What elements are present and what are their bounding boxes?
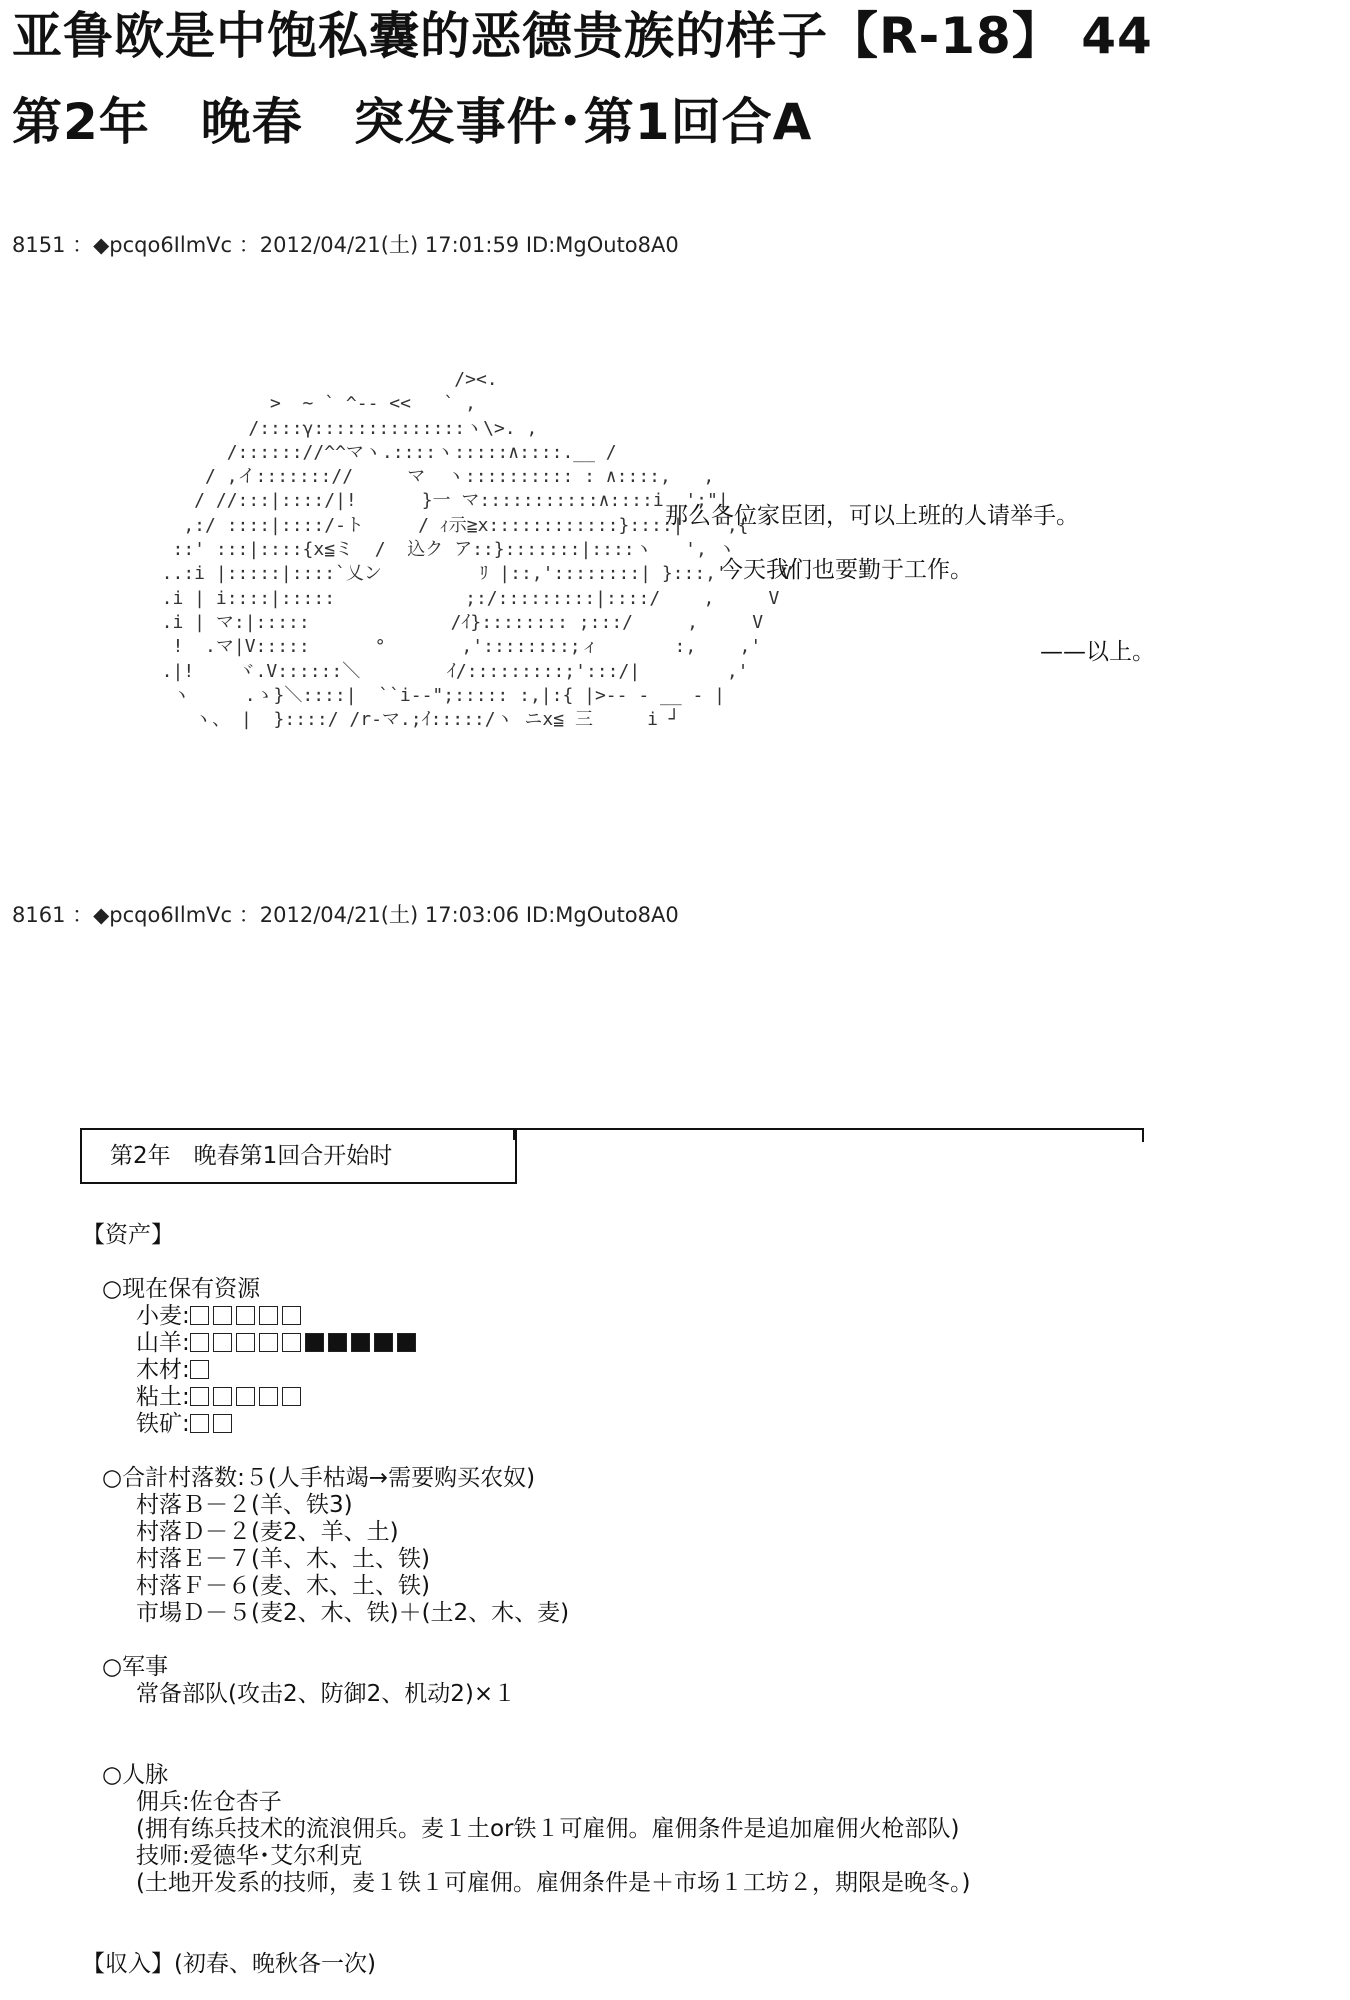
empty-square-icon (213, 1414, 232, 1433)
connection-item: (拥有练兵技术的流浪佣兵。麦１土or铁１可雇佣。雇佣条件是追加雇佣火枪部队) (136, 1816, 960, 1842)
villages-heading: ○合計村落数:５(人手枯竭→需要购买农奴) (102, 1465, 536, 1491)
empty-square-icon (282, 1306, 301, 1325)
dialogue-line: 今天我们也要勤于工作。 (720, 557, 973, 583)
filled-square-icon (374, 1333, 393, 1352)
military-list (82, 1681, 970, 1708)
assets-section (82, 1222, 970, 1978)
filled-square-icon (351, 1333, 370, 1352)
empty-square-icon (282, 1387, 301, 1406)
resource-label: 小麦: (136, 1303, 190, 1329)
empty-square-icon (190, 1387, 209, 1406)
connections-heading: ○人脉 (102, 1762, 169, 1788)
resource-row (82, 1303, 970, 1330)
resource-row (82, 1357, 970, 1384)
resource-label: 山羊: (136, 1330, 190, 1356)
empty-square-icon (190, 1333, 209, 1352)
resource-row (82, 1411, 970, 1438)
empty-square-icon (190, 1414, 209, 1433)
resources-heading: ○现在保有资源 (102, 1276, 261, 1302)
filled-square-icon (305, 1333, 324, 1352)
status-box-label: 第2年 晚春第1回合开始时 (110, 1143, 393, 1169)
village-item: 村落Ｄ－２(麦2、羊、土) (136, 1519, 399, 1545)
spacer (82, 1897, 970, 1951)
income-heading: 【収入】(初春、晚秋各一次) (82, 1951, 376, 1977)
village-item: 市場Ｄ－５(麦2、木、铁)＋(土2、木、麦) (136, 1600, 570, 1626)
empty-square-icon (236, 1333, 255, 1352)
post-header: 8151 ：◆pcqo6IlmVc ：2012/04/21(土) 17:01:59 ID:MgOuto8A0 (12, 233, 679, 257)
connection-item: 佣兵:佐仓杏子 (136, 1789, 282, 1815)
empty-square-icon (213, 1306, 232, 1325)
empty-square-icon (259, 1387, 278, 1406)
connection-item: (土地开发系的技师，麦１铁１可雇佣。雇佣条件是＋市场１工坊２，期限是晚冬。) (136, 1870, 971, 1896)
dialogue-line: ——以上。 (1040, 639, 1155, 665)
empty-square-icon (259, 1306, 278, 1325)
dialogue-line: 那么各位家臣团，可以上班的人请举手。 (665, 503, 1079, 529)
empty-square-icon (236, 1387, 255, 1406)
spacer (82, 1627, 970, 1654)
village-item: 村落Ｆ－６(麦、木、土、铁) (136, 1573, 430, 1599)
resource-list (82, 1303, 970, 1438)
village-item: 村落Ｅ－７(羊、木、土、铁) (136, 1546, 430, 1572)
resource-row (82, 1384, 970, 1411)
page-title: 亚鲁欧是中饱私囊的恶德贵族的样子【R-18】 44 (12, 7, 1153, 65)
empty-square-icon (213, 1333, 232, 1352)
empty-square-icon (259, 1333, 278, 1352)
post-header: 8161 ：◆pcqo6IlmVc ：2012/04/21(土) 17:03:06 ID:MgOuto8A0 (12, 903, 679, 927)
empty-square-icon (190, 1360, 209, 1379)
empty-square-icon (213, 1387, 232, 1406)
village-list (82, 1492, 970, 1627)
empty-square-icon (236, 1306, 255, 1325)
resource-label: 木材: (136, 1357, 190, 1383)
connections-list (82, 1789, 970, 1897)
spacer (82, 1249, 970, 1276)
filled-square-icon (397, 1333, 416, 1352)
resource-row (82, 1330, 970, 1357)
ascii-art-character: /><. > ~ ` ^-- << ` , /::::γ::::::::::::::ヽ\>. , /:::::://^^マヽ.::::ヽ:::::∧::::.__ / / ,イ:::::::// マ ヽ:::::::::: : ∧::::, , / //:::|::::/|! }一 マ:::::::::::∧::::i ';"| ,:/ ::::|::::/-ト / ｨ示≧x::::::::::::}::::| ',{ ::' :::|::::{x≦ミ / 込ク ア::}:::::::|::::ヽ ', ヽ ..:i |:::::|::::`乂ン ﾘ |::,'::::::::| }:::,' V .i | i::::|::::: ;:/:::::::::|::::/ , V .i | マ:|::::: /ｲ}:::::::: ;:::/ , V ! .マ|V::::: ° ,'::::::::;ィ :, ,' .|! ヾ.V::::::＼ ｲ/:::::::::;':::/| ,' ヽ .ゝ}＼::::| ``i--";::::: :,|:{ |>-- - __ - | ヽ、 | }::::/ /r-マ.;ｲ:::::/ヽ ニx≦ 三 i ┘ (161, 369, 792, 731)
connection-item: 技师:爱德华･艾尔利克 (136, 1843, 363, 1869)
military-heading: ○军事 (102, 1654, 169, 1680)
village-item: 村落Ｂ－２(羊、铁3) (136, 1492, 353, 1518)
military-item: 常备部队(攻击2、防御2、机动2)×１ (136, 1681, 517, 1707)
assets-heading: 【资产】 (82, 1222, 174, 1248)
empty-square-icon (190, 1306, 209, 1325)
page-subtitle: 第2年 晚春 突发事件･第1回合A (12, 93, 813, 151)
filled-square-icon (328, 1333, 347, 1352)
spacer (82, 1438, 970, 1465)
resource-label: 粘土: (136, 1384, 190, 1410)
resource-label: 铁矿: (136, 1411, 190, 1437)
spacer (82, 1708, 970, 1762)
empty-square-icon (282, 1333, 301, 1352)
